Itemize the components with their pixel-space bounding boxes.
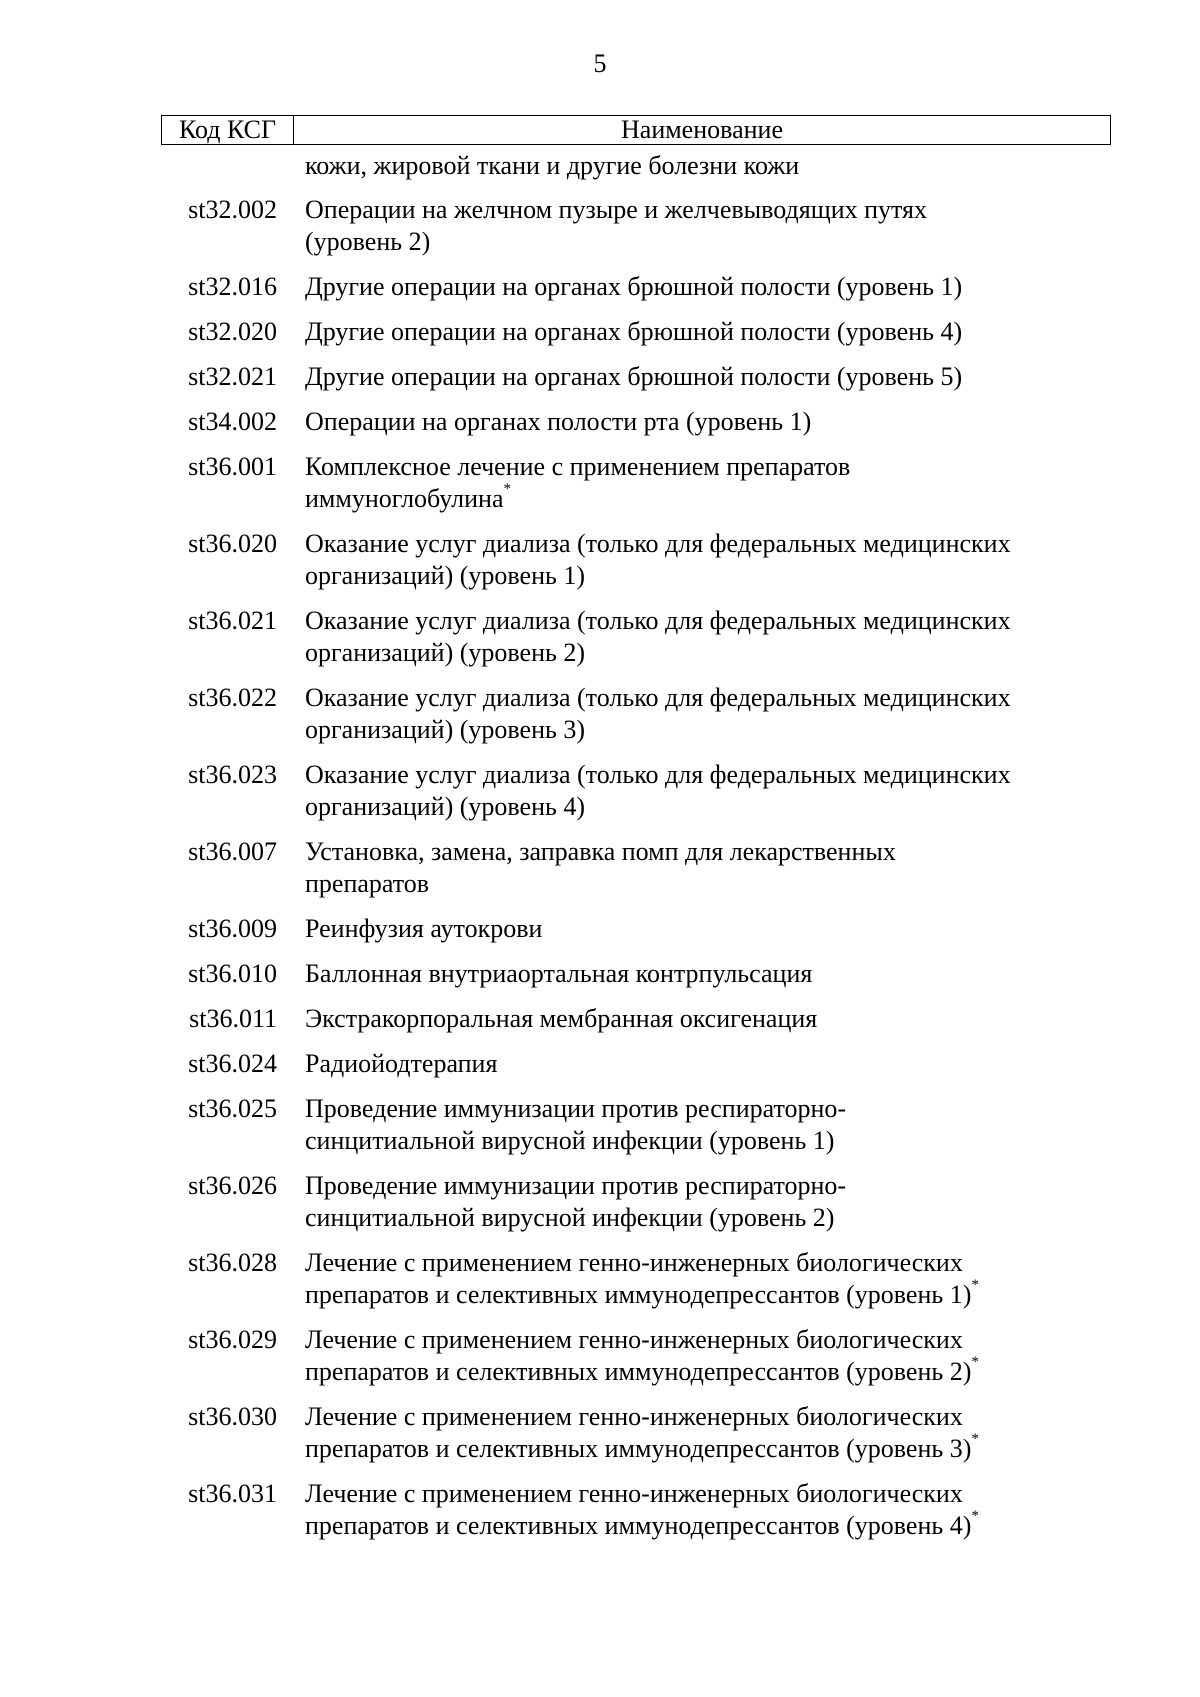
- row-name: [305, 759, 1105, 823]
- row-name-line: [305, 637, 1105, 669]
- row-name-line: [305, 483, 1105, 515]
- row-name-line: [305, 791, 1105, 823]
- row-name-line: [305, 1433, 1105, 1465]
- row-name-text: организаций) (уровень 2): [305, 638, 585, 667]
- footnote-mark: *: [971, 1354, 979, 1371]
- row-name-line: [305, 271, 1105, 303]
- table-row: [0, 316, 1200, 348]
- table-row: [0, 1170, 1200, 1234]
- table-row: [0, 528, 1200, 592]
- row-name-line: [305, 226, 1105, 258]
- row-name-text: Оказание услуг диализа (только для федеральных медицинских: [305, 529, 1011, 558]
- row-name-line: [305, 406, 1105, 438]
- row-name-text: Другие операции на органах брюшной полости (уровень 1): [305, 272, 963, 301]
- row-code: st36.009: [188, 914, 277, 943]
- row-name-text: Экстракорпоральная мембранная оксигенация: [305, 1004, 818, 1033]
- table-row: [0, 194, 1200, 258]
- row-code: st36.030: [188, 1402, 277, 1431]
- row-name: [305, 361, 1105, 393]
- row-name-line: [305, 1356, 1105, 1388]
- row-name-text: Баллонная внутриаортальная контрпульсация: [305, 959, 813, 988]
- table-row: [0, 1093, 1200, 1157]
- row-name-text: синцитиальной вирусной инфекции (уровень 2): [305, 1203, 835, 1232]
- continued-row-text: кожи, жировой ткани и другие болезни кожи: [305, 151, 800, 180]
- row-code: st36.023: [188, 760, 277, 789]
- row-code: st36.025: [188, 1094, 277, 1123]
- row-name-text: препаратов и селективных иммунодепрессантов (уровень 1): [305, 1280, 972, 1309]
- row-name-text: препаратов и селективных иммунодепрессантов (уровень 3): [305, 1434, 972, 1463]
- row-name-line: [305, 1003, 1105, 1035]
- row-name-line: [305, 528, 1105, 560]
- row-name: [305, 682, 1105, 746]
- footnote-mark: *: [971, 1277, 979, 1294]
- row-code: st32.016: [188, 272, 277, 301]
- row-name-line: [305, 1125, 1105, 1157]
- row-name-line: [305, 1401, 1105, 1433]
- row-name-text: Установка, замена, заправка помп для лекарственных: [305, 837, 896, 866]
- page-number: 5: [593, 49, 607, 78]
- row-name-line: [305, 682, 1105, 714]
- row-name-line: [305, 714, 1105, 746]
- row-name-text: Оказание услуг диализа (только для федеральных медицинских: [305, 606, 1011, 635]
- table-row: [0, 759, 1200, 823]
- row-code: st36.029: [188, 1325, 277, 1354]
- row-name: [305, 836, 1105, 900]
- row-name: [305, 1093, 1105, 1157]
- row-name-line: [305, 451, 1105, 483]
- row-name-text: Оказание услуг диализа (только для федеральных медицинских: [305, 760, 1011, 789]
- table-row: [0, 406, 1200, 438]
- row-code: st32.002: [188, 195, 277, 224]
- row-name-line: [305, 316, 1105, 348]
- row-name: [305, 194, 1105, 258]
- row-name-line: [305, 1247, 1105, 1279]
- row-name: [305, 1324, 1105, 1388]
- row-name-text: Комплексное лечение с применением препаратов: [305, 452, 851, 481]
- row-name-text: иммуноглобулина: [305, 484, 504, 513]
- footnote-mark: *: [971, 1508, 979, 1525]
- table-row: [0, 682, 1200, 746]
- row-name-text: Радиойодтерапия: [305, 1049, 498, 1078]
- table-row: [0, 1003, 1200, 1035]
- row-code: st34.002: [188, 407, 277, 436]
- row-code: st36.026: [188, 1171, 277, 1200]
- row-name-line: [305, 1510, 1105, 1542]
- row-name: [305, 451, 1105, 515]
- row-code: st36.031: [188, 1479, 277, 1508]
- row-name-line: [305, 1478, 1105, 1510]
- row-code: st36.007: [188, 837, 277, 866]
- row-name-text: Другие операции на органах брюшной полости (уровень 4): [305, 317, 963, 346]
- table-row: [0, 1048, 1200, 1080]
- row-name: [305, 1003, 1105, 1035]
- row-name: [305, 958, 1105, 990]
- row-code: st32.021: [188, 362, 277, 391]
- row-name-text: препаратов и селективных иммунодепрессантов (уровень 2): [305, 1357, 972, 1386]
- row-name-line: [305, 759, 1105, 791]
- row-name-text: Оказание услуг диализа (только для федеральных медицинских: [305, 683, 1011, 712]
- row-name-text: организаций) (уровень 1): [305, 561, 585, 590]
- table-row: [0, 451, 1200, 515]
- row-name: [305, 913, 1105, 945]
- row-name-line: [305, 1170, 1105, 1202]
- footnote-mark: *: [971, 1431, 979, 1448]
- row-name-line: [305, 560, 1105, 592]
- row-code: st32.020: [188, 317, 277, 346]
- row-name: [305, 1170, 1105, 1234]
- row-name-line: [305, 836, 1105, 868]
- row-name-text: синцитиальной вирусной инфекции (уровень 1): [305, 1126, 835, 1155]
- row-name-text: Реинфузия аутокрови: [305, 914, 543, 943]
- table-row: [0, 605, 1200, 669]
- row-name-line: [305, 1093, 1105, 1125]
- table-row: [0, 836, 1200, 900]
- row-name-text: Другие операции на органах брюшной полости (уровень 5): [305, 362, 963, 391]
- row-name-text: препаратов: [305, 869, 430, 898]
- row-code: st36.001: [188, 452, 277, 481]
- row-name-line: [305, 913, 1105, 945]
- row-code: st36.020: [188, 529, 277, 558]
- row-code: st36.024: [188, 1049, 277, 1078]
- row-code: st36.011: [189, 1004, 277, 1033]
- row-name-text: Лечение с применением генно-инженерных биологических: [305, 1248, 963, 1277]
- row-code: st36.028: [188, 1248, 277, 1277]
- table-row: [0, 361, 1200, 393]
- row-name-line: [305, 361, 1105, 393]
- row-name-line: [305, 868, 1105, 900]
- row-name-text: Операции на органах полости рта (уровень 1): [305, 407, 812, 436]
- row-name-text: препаратов и селективных иммунодепрессантов (уровень 4): [305, 1511, 972, 1540]
- table-row: [0, 1324, 1200, 1388]
- table-header: [161, 115, 1111, 145]
- table-body: [0, 194, 1200, 1555]
- row-name: [305, 271, 1105, 303]
- row-name-line: [305, 605, 1105, 637]
- row-name-text: Лечение с применением генно-инженерных биологических: [305, 1402, 963, 1431]
- row-name: [305, 605, 1105, 669]
- table-row: [0, 913, 1200, 945]
- row-code: st36.021: [188, 606, 277, 635]
- table-row: [0, 271, 1200, 303]
- row-name: [305, 1401, 1105, 1465]
- table-row: [0, 1247, 1200, 1311]
- row-name-text: Лечение с применением генно-инженерных биологических: [305, 1325, 963, 1354]
- row-name-line: [305, 194, 1105, 226]
- table-row: [0, 958, 1200, 990]
- header-code: Код КСГ: [162, 116, 294, 144]
- row-name: [305, 316, 1105, 348]
- row-name-text: организаций) (уровень 3): [305, 715, 585, 744]
- row-name: [305, 1048, 1105, 1080]
- table-row: [0, 1478, 1200, 1542]
- table-row: [0, 1401, 1200, 1465]
- row-name-text: (уровень 2): [305, 227, 431, 256]
- row-name-line: [305, 1202, 1105, 1234]
- row-code: st36.010: [188, 959, 277, 988]
- row-name: [305, 528, 1105, 592]
- footnote-mark: *: [503, 481, 511, 498]
- row-name: [305, 1247, 1105, 1311]
- row-name-line: [305, 1048, 1105, 1080]
- row-name-text: Лечение с применением генно-инженерных биологических: [305, 1479, 963, 1508]
- row-name-text: организаций) (уровень 4): [305, 792, 585, 821]
- row-code: st36.022: [188, 683, 277, 712]
- row-name-text: Операции на желчном пузыре и желчевыводящих путях: [305, 195, 928, 224]
- row-name: [305, 1478, 1105, 1542]
- row-name-line: [305, 1324, 1105, 1356]
- row-name-text: Проведение иммунизации против респираторно-: [305, 1094, 847, 1123]
- row-name-line: [305, 1279, 1105, 1311]
- header-name: Наименование: [621, 115, 783, 144]
- row-name-line: [305, 958, 1105, 990]
- row-name: [305, 406, 1105, 438]
- row-name-text: Проведение иммунизации против респираторно-: [305, 1171, 847, 1200]
